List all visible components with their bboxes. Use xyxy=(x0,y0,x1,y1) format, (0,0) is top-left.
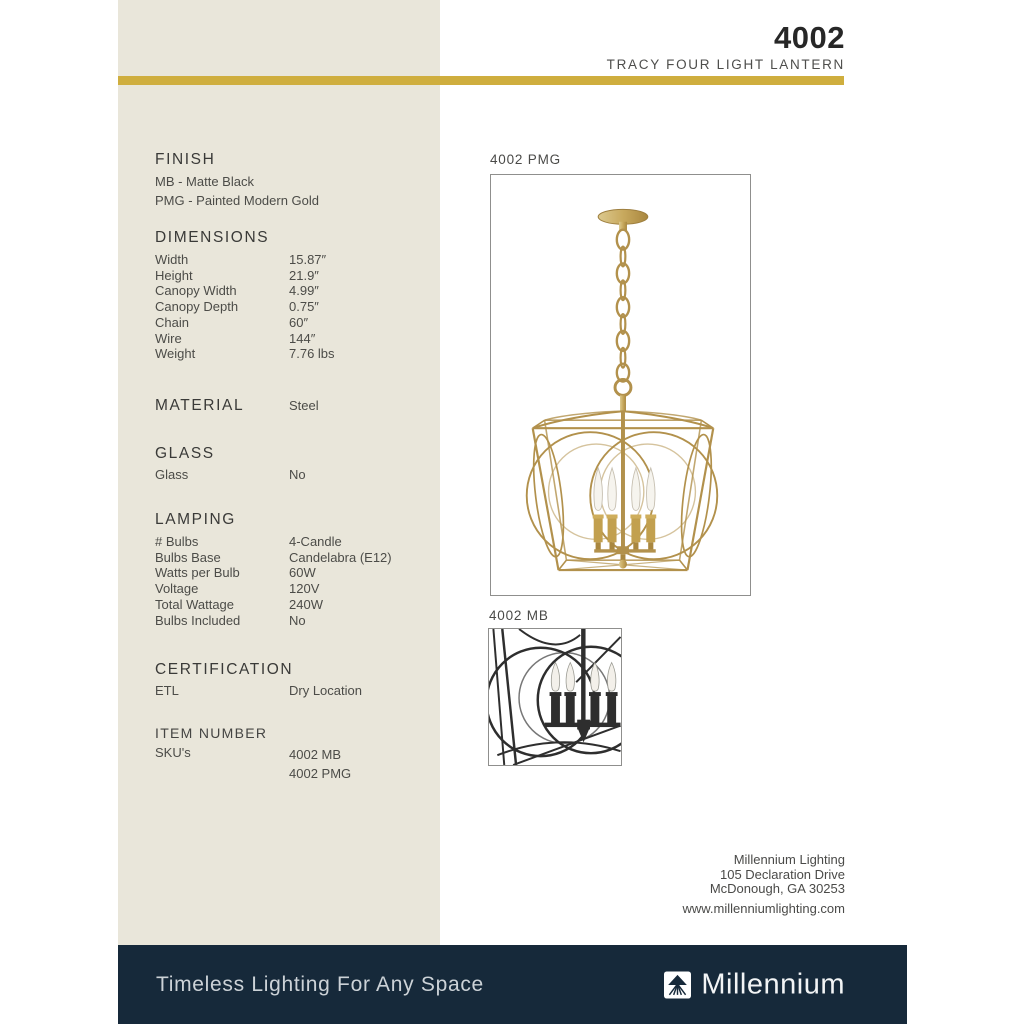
lamping-row: Bulbs Base Candelabra (E12) xyxy=(155,549,392,565)
dimension-row: Height 21.9″ xyxy=(155,267,319,283)
product-number: 4002 xyxy=(774,20,845,55)
address-line1: 105 Declaration Drive xyxy=(719,866,845,882)
address-line2: McDonough, GA 30253 xyxy=(709,881,845,897)
black-lantern-illustration xyxy=(489,629,621,765)
accent-bar xyxy=(118,76,844,85)
finish-option-mb: MB - Matte Black xyxy=(155,174,254,189)
pmg-figure-caption: 4002 PMG xyxy=(490,152,561,167)
lamping-row: Voltage 120V xyxy=(155,581,320,597)
dimension-row: Width 15.87″ xyxy=(155,252,327,267)
material-value: Steel xyxy=(289,398,319,413)
finish-option-pmg: PMG - Painted Modern Gold xyxy=(155,192,320,208)
spec-sidebar xyxy=(118,0,440,945)
section-dimensions xyxy=(155,229,426,362)
dimension-row: Canopy Width 4.99″ xyxy=(155,283,319,299)
pmg-product-photo xyxy=(490,174,751,596)
glass-row: Glass No xyxy=(155,467,306,482)
millennium-logo-icon xyxy=(664,971,691,998)
dimension-row: Chain 60″ xyxy=(155,314,309,330)
dimensions-heading: DIMENSIONS xyxy=(155,229,270,246)
dimension-row: Weight 7.76 lbs xyxy=(155,346,335,362)
section-certification xyxy=(155,661,426,699)
section-material xyxy=(155,397,426,415)
gold-lantern-illustration xyxy=(491,175,750,595)
section-finish xyxy=(155,151,426,210)
lamping-row: # Bulbs 4-Candle xyxy=(155,534,342,549)
finish-heading: FINISH xyxy=(155,151,216,168)
section-lamping xyxy=(155,511,426,628)
sku-value-pmg: 4002 PMG xyxy=(289,766,352,781)
mb-product-photo xyxy=(488,628,622,766)
dimension-row: Canopy Depth 0.75″ xyxy=(155,299,319,315)
brand-lockup xyxy=(664,968,845,1001)
header xyxy=(607,22,845,72)
certification-row: ETL Dry Location xyxy=(155,683,362,698)
product-name: TRACY FOUR LIGHT LANTERN xyxy=(606,57,845,72)
brand-name: Millennium xyxy=(701,968,845,1000)
mb-figure-caption: 4002 MB xyxy=(489,608,549,623)
certification-heading: CERTIFICATION xyxy=(155,661,294,678)
item-number-heading: ITEM NUMBER xyxy=(155,725,268,741)
footer-tagline: Timeless Lighting For Any Space xyxy=(156,972,484,996)
website-link[interactable]: www.millenniumlighting.com xyxy=(682,900,845,916)
sku-label: SKU's xyxy=(155,745,191,760)
glass-heading: GLASS xyxy=(155,445,215,462)
footer-bar xyxy=(118,945,907,1024)
section-item-number xyxy=(155,725,426,783)
sku-value-mb: 4002 MB xyxy=(289,747,342,762)
lamping-row: Bulbs Included No xyxy=(155,612,306,628)
dimension-row: Wire 144″ xyxy=(155,330,316,346)
lamping-heading: LAMPING xyxy=(155,511,236,528)
lamping-row: Watts per Bulb 60W xyxy=(155,565,316,581)
contact-block xyxy=(682,853,845,916)
lamping-row: Total Wattage 240W xyxy=(155,596,323,612)
section-glass xyxy=(155,445,426,483)
material-heading: MATERIAL xyxy=(155,397,245,414)
company-name: Millennium Lighting xyxy=(733,852,845,867)
sku-row xyxy=(155,745,426,783)
